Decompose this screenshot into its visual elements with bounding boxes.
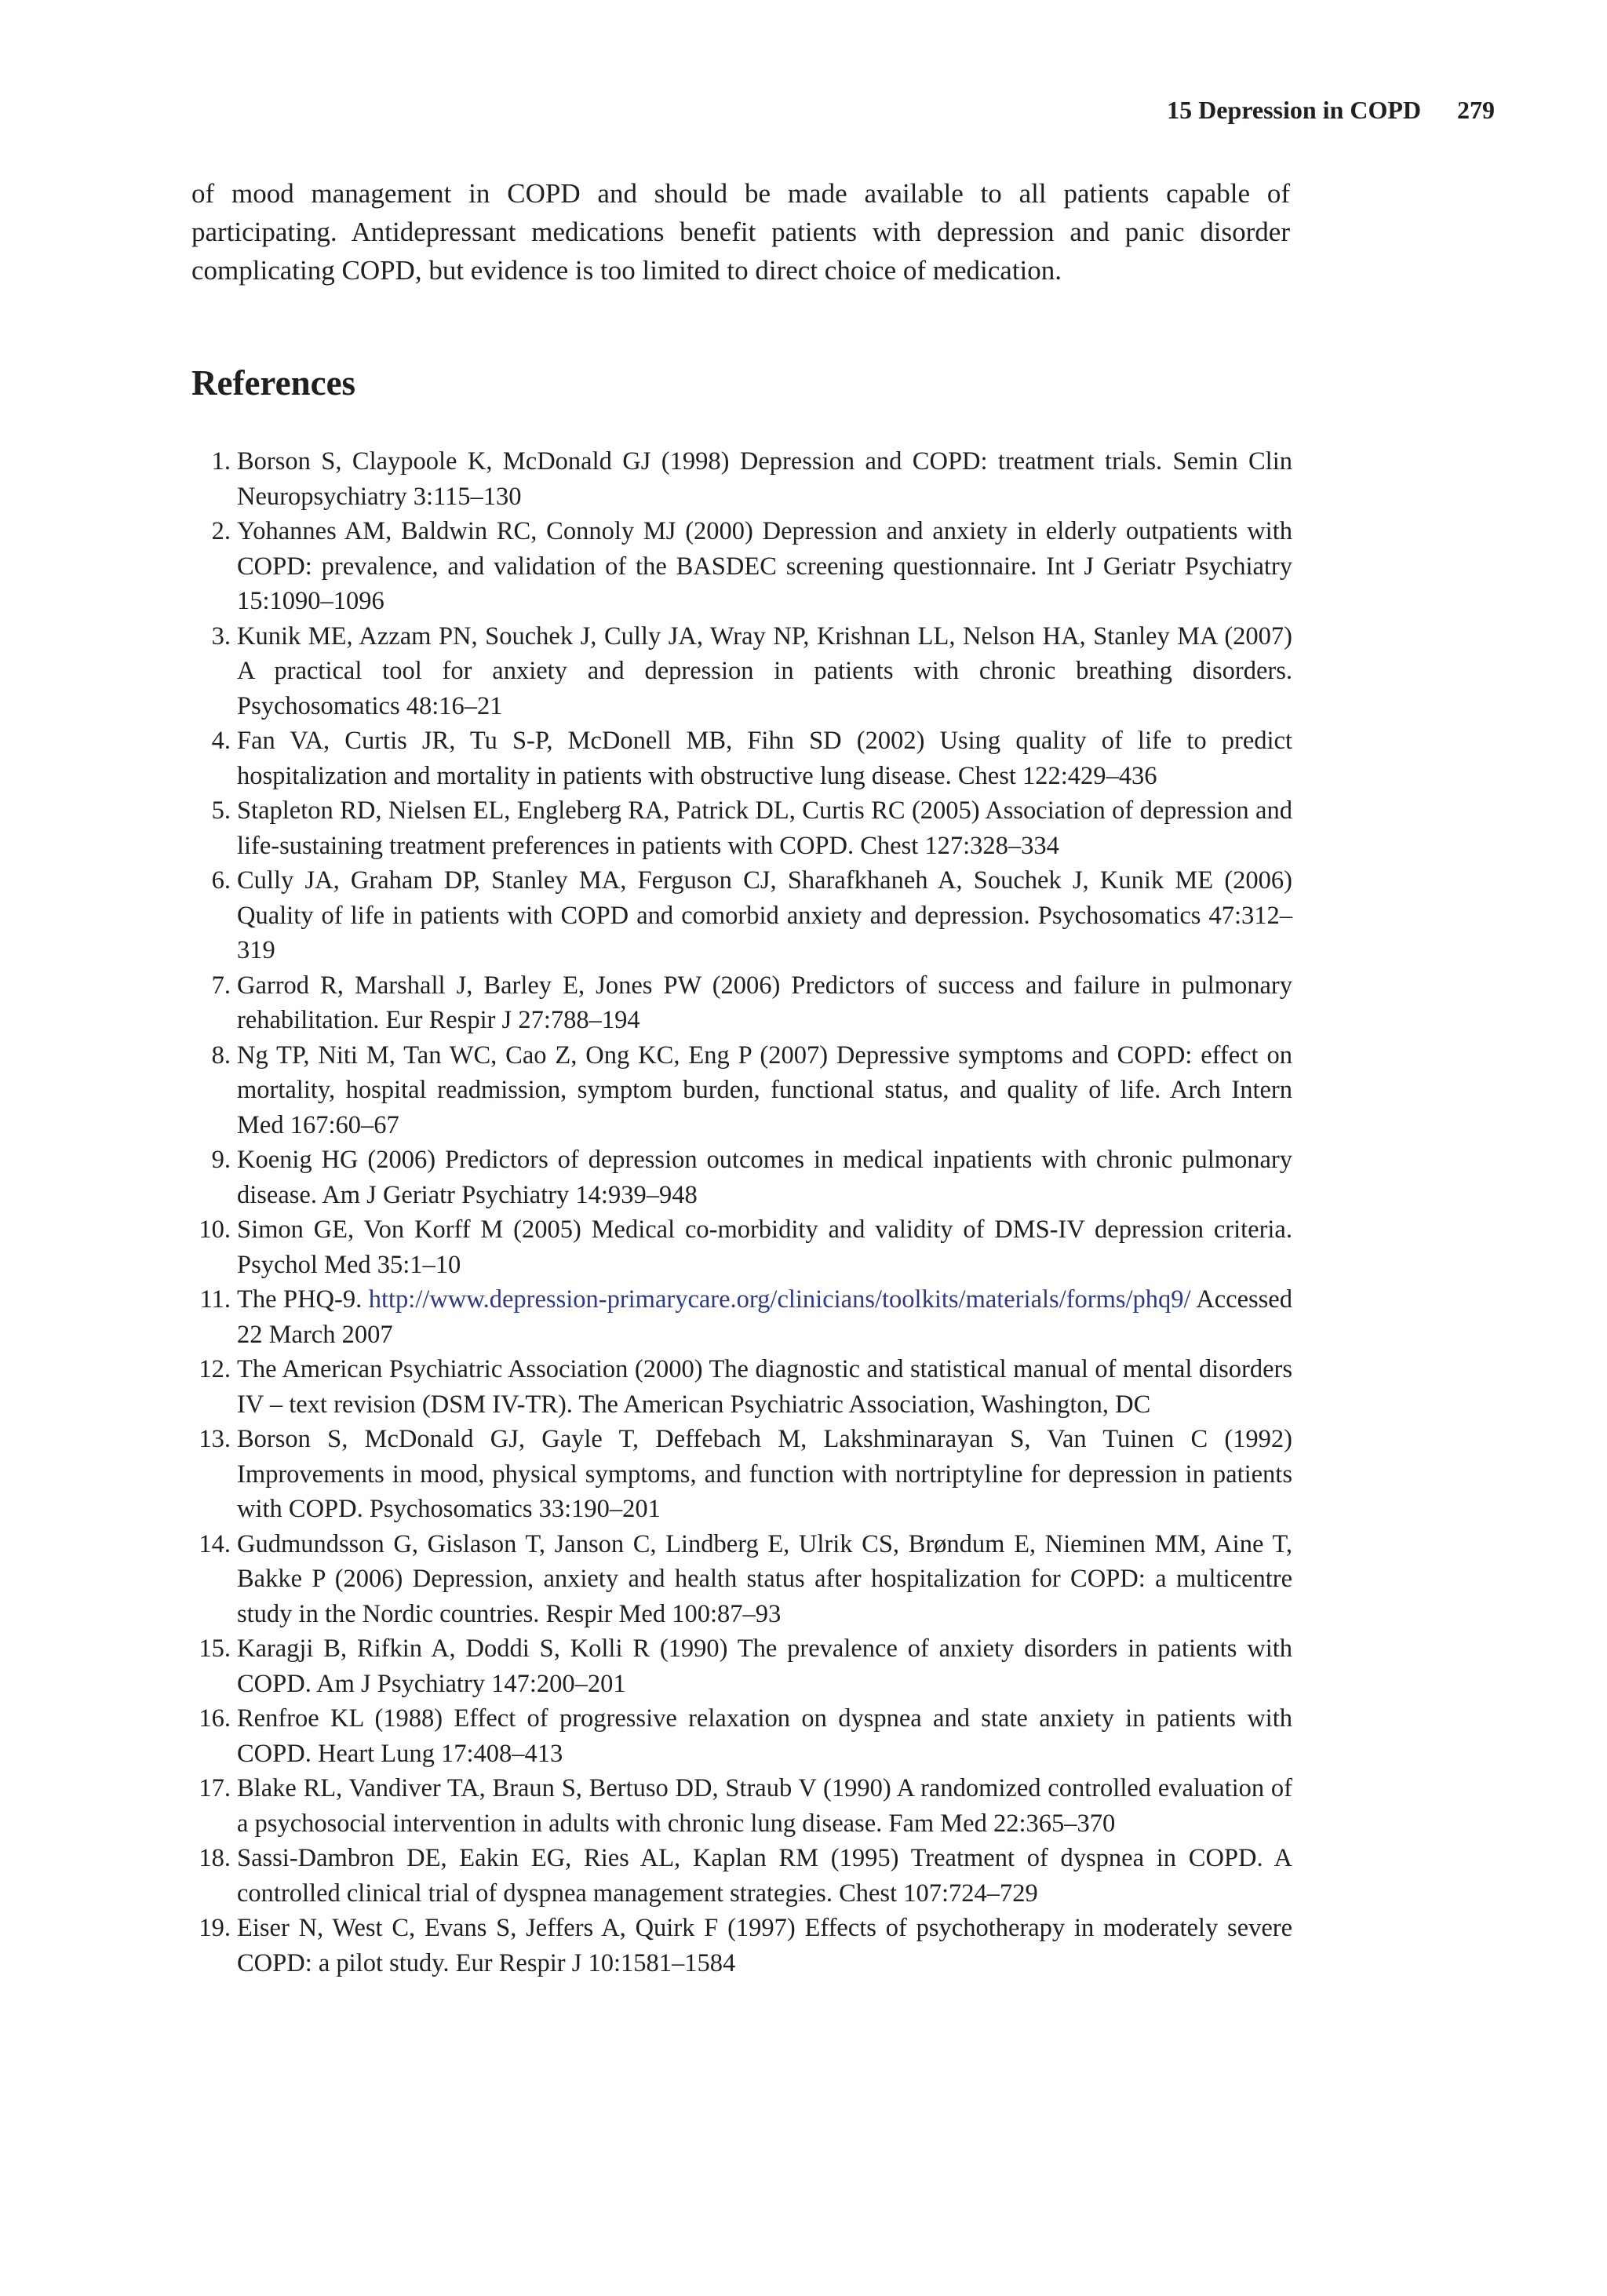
reference-item <box>191 444 1292 514</box>
reference-text: Fan VA, Curtis JR, Tu S-P, McDonell MB, Fihn SD (2002) Using quality of life to predict hospitalization and mortality in patients with obstructive lung disease. Chest 122:429–436 <box>237 727 1292 790</box>
reference-number: 15. <box>199 1635 231 1663</box>
reference-item <box>191 863 1292 968</box>
reference-number: 4. <box>211 727 231 755</box>
reference-number: 5. <box>211 796 231 825</box>
reference-number: 18. <box>199 1844 231 1872</box>
reference-text: Stapleton RD, Nielsen EL, Engleberg RA, Patrick DL, Curtis RC (2005) Association of depression and life-sustaining treatment preferences in patients with COPD. Chest 127:328–334 <box>237 796 1292 860</box>
reference-text: Simon GE, Von Korff M (2005) Medical co-morbidity and validity of DMS-IV depression criteria. Psychol Med 35:1–10 <box>237 1215 1292 1279</box>
reference-text: Ng TP, Niti M, Tan WC, Cao Z, Ong KC, Eng P (2007) Depressive symptoms and COPD: effect on mortality, hospital readmission, symptom burden, functional status, and quality of life. Arch Intern Med 167:60–67 <box>237 1040 1292 1139</box>
reference-text: Cully JA, Graham DP, Stanley MA, Ferguson CJ, Sharafkhaneh A, Souchek J, Kunik ME (2006) Quality of life in patients with COPD and comorbid anxiety and depression. Psychosomatics 47:312–319 <box>237 866 1292 964</box>
intro-paragraph: of mood management in COPD and should be made available to all patients capable of participating. Antidepressant medications benefit patients with depression and panic disorder complicating COPD, but evidence is too limited to direct choice of medication. <box>191 178 1290 286</box>
reference-item <box>191 1352 1292 1422</box>
reference-item <box>191 1911 1292 1981</box>
chapter-title: 15 Depression in COPD <box>1167 96 1421 124</box>
reference-text: Borson S, Claypoole K, McDonald GJ (1998) Depression and COPD: treatment trials. Semin Clin Neuropsychiatry 3:115–130 <box>237 447 1292 511</box>
reference-list <box>191 444 1292 1981</box>
references-heading: References <box>191 363 356 403</box>
reference-number: 13. <box>199 1425 231 1453</box>
reference-number: 10. <box>199 1215 231 1244</box>
reference-text: Eiser N, West C, Evans S, Jeffers A, Quirk F (1997) Effects of psychotherapy in moderately severe COPD: a pilot study. Eur Respir J 10:1581–1584 <box>237 1914 1292 1977</box>
reference-item <box>191 1527 1292 1632</box>
reference-link[interactable]: http://www.depression-primarycare.org/clinicians/toolkits/materials/forms/phq9/ <box>368 1285 1191 1314</box>
reference-text-prefix: The PHQ-9. <box>237 1285 369 1314</box>
reference-item <box>191 1422 1292 1527</box>
page-number: 279 <box>1457 96 1495 124</box>
reference-item <box>191 1841 1292 1911</box>
reference-text: Gudmundsson G, Gislason T, Janson C, Lindberg E, Ulrik CS, Brøndum E, Nieminen MM, Aine T, Bakke P (2006) Depression, anxiety and health status after hospitalization for COPD: a multicentre study in the Nordic countries. Respir Med 100:87–93 <box>237 1529 1292 1628</box>
reference-text: Garrod R, Marshall J, Barley E, Jones PW (2006) Predictors of success and failure in pulmonary rehabilitation. Eur Respir J 27:788–194 <box>237 971 1292 1034</box>
reference-text: The American Psychiatric Association (2000) The diagnostic and statistical manual of mental disorders IV – text revision (DSM IV-TR). The American Psychiatric Association, Washington, DC <box>237 1355 1292 1419</box>
reference-item <box>191 723 1292 793</box>
reference-number: 11. <box>199 1285 231 1314</box>
reference-item <box>191 793 1292 863</box>
reference-text: Kunik ME, Azzam PN, Souchek J, Cully JA, Wray NP, Krishnan LL, Nelson HA, Stanley MA (2007) A practical tool for anxiety and depression in patients with chronic breathing disorders. Psychosomatics 48:16–21 <box>237 621 1292 720</box>
reference-text: Koenig HG (2006) Predictors of depression outcomes in medical inpatients with chronic pulmonary disease. Am J Geriatr Psychiatry 14:939–948 <box>237 1146 1292 1209</box>
reference-text-suffix: Accessed 22 March 2007 <box>237 1285 1292 1349</box>
reference-number: 16. <box>199 1704 231 1733</box>
reference-number: 2. <box>211 517 231 545</box>
reference-item <box>191 968 1292 1038</box>
reference-item <box>191 1038 1292 1143</box>
reference-text: Sassi-Dambron DE, Eakin EG, Ries AL, Kaplan RM (1995) Treatment of dyspnea in COPD. A controlled clinical trial of dyspnea management strategies. Chest 107:724–729 <box>237 1844 1292 1908</box>
reference-item <box>191 1771 1292 1841</box>
reference-text: Yohannes AM, Baldwin RC, Connoly MJ (2000) Depression and anxiety in elderly outpatients with COPD: prevalence, and validation of the BASDEC screening questionnaire. Int J Geriatr Psychiatry 15:1090–1096 <box>237 517 1292 615</box>
reference-item <box>191 514 1292 619</box>
reference-number: 17. <box>199 1774 231 1802</box>
reference-text <box>237 1285 1292 1349</box>
reference-number: 1. <box>211 447 231 476</box>
reference-item <box>191 619 1292 724</box>
reference-number: 7. <box>211 971 231 1000</box>
reference-text: Karagji B, Rifkin A, Doddi S, Kolli R (1990) The prevalence of anxiety disorders in patients with COPD. Am J Psychiatry 147:200–201 <box>237 1635 1292 1698</box>
reference-item <box>191 1631 1292 1701</box>
reference-number: 6. <box>211 866 231 895</box>
reference-item <box>191 1212 1292 1282</box>
reference-text: Borson S, McDonald GJ, Gayle T, Deffebach M, Lakshminarayan S, Van Tuinen C (1992) Improvements in mood, physical symptoms, and function with nortriptyline for depression in patients with COPD. Psychosomatics 33:190–201 <box>237 1425 1292 1523</box>
reference-number: 9. <box>211 1146 231 1174</box>
reference-item <box>191 1143 1292 1212</box>
reference-item <box>191 1282 1292 1352</box>
reference-number: 8. <box>211 1040 231 1070</box>
reference-number: 12. <box>199 1355 231 1383</box>
reference-item <box>191 1701 1292 1771</box>
reference-text: Renfroe KL (1988) Effect of progressive relaxation on dyspnea and state anxiety in patients with COPD. Heart Lung 17:408–413 <box>237 1704 1292 1768</box>
running-head <box>1167 96 1495 125</box>
reference-number: 19. <box>199 1914 231 1942</box>
reference-text: Blake RL, Vandiver TA, Braun S, Bertuso DD, Straub V (1990) A randomized controlled evaluation of a psychosocial intervention in adults with chronic lung disease. Fam Med 22:365–370 <box>237 1774 1292 1838</box>
reference-number: 3. <box>211 621 231 651</box>
reference-number: 14. <box>199 1529 231 1558</box>
